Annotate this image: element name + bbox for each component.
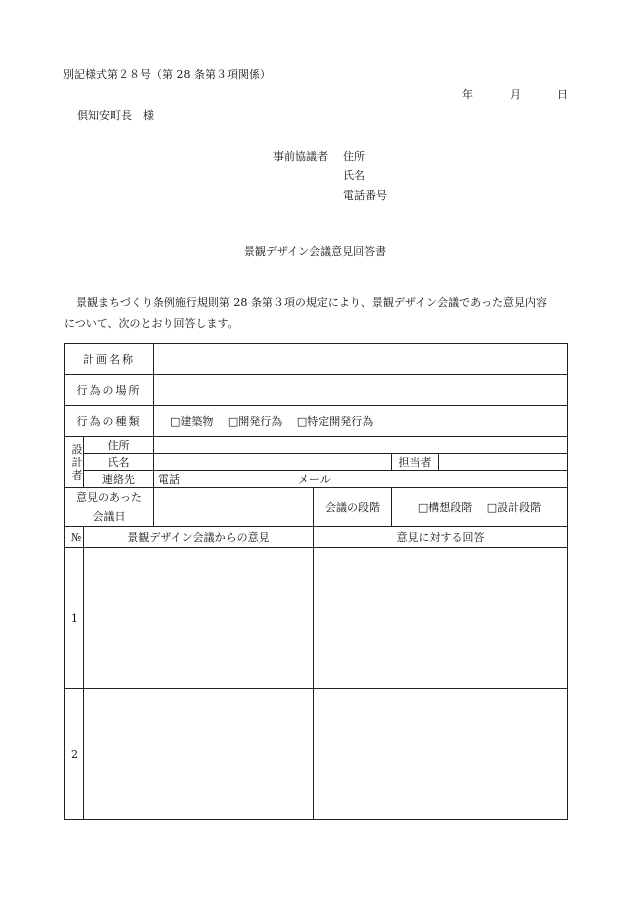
- stage-concept-checkbox[interactable]: □構想段階: [417, 501, 473, 514]
- meeting-date-label-line1: 意見のあった: [76, 491, 142, 504]
- opinion-1-field[interactable]: [84, 548, 314, 689]
- meeting-date-label-line2: 会議日: [92, 510, 126, 523]
- row-designer-contact: [65, 471, 568, 488]
- row-number-2: 2: [65, 689, 84, 820]
- document-title: 景観デザイン会議意見回答書: [243, 245, 387, 258]
- date-day: 日: [557, 88, 568, 101]
- applicant-address-label: 住所: [343, 150, 365, 163]
- date-month: 月: [510, 88, 521, 101]
- row-designer-name: [65, 454, 568, 471]
- row-act-type: [65, 406, 568, 437]
- contact-field[interactable]: [154, 471, 568, 488]
- designer-label: [65, 437, 84, 488]
- meeting-stage-options: [392, 488, 568, 527]
- opinion-2-field[interactable]: [84, 689, 314, 820]
- designer-label-text: 設 計 者: [71, 442, 83, 482]
- designer-address-label: 住所: [84, 437, 154, 454]
- answer-1-field[interactable]: [314, 548, 568, 689]
- meeting-date-label: [65, 488, 154, 527]
- contact-label: 連絡先: [84, 471, 154, 488]
- plan-name-field[interactable]: [154, 344, 568, 375]
- designer-name-label: 氏名: [84, 454, 154, 471]
- contact-person-label: 担当者: [392, 454, 439, 471]
- mail-label: メール: [298, 473, 331, 486]
- act-type-options: [154, 406, 568, 437]
- addressee: 倶知安町長 様: [77, 109, 154, 122]
- row-opinion-2: [65, 689, 568, 820]
- act-type-label: 行為の種類: [65, 406, 154, 437]
- date-year: 年: [462, 88, 473, 101]
- row-meeting: [65, 488, 568, 527]
- intro-line-1: 景観まちづくり条例施行規則第 28 条第３項の規定により、景観デザイン会議であった意見内容: [76, 296, 547, 309]
- phone-label: 電話: [158, 473, 180, 486]
- col-answer-header: 意見に対する回答: [314, 527, 568, 548]
- option-special-development-checkbox[interactable]: □特定開発行為: [296, 415, 374, 428]
- plan-name-label: 計画名称: [65, 344, 154, 375]
- meeting-date-field[interactable]: [154, 488, 314, 527]
- row-opinion-1: [65, 548, 568, 689]
- meeting-stage-label: 会議の段階: [314, 488, 392, 527]
- row-location: [65, 375, 568, 406]
- applicant-phone-label: 電話番号: [343, 189, 387, 202]
- stage-design-checkbox[interactable]: □設計段階: [486, 501, 542, 514]
- answer-2-field[interactable]: [314, 689, 568, 820]
- intro-line-2: について、次のとおり回答します。: [64, 317, 239, 330]
- col-opinion-header: 景観デザイン会議からの意見: [84, 527, 314, 548]
- row-number-1: 1: [65, 548, 84, 689]
- row-plan-name: [65, 344, 568, 375]
- applicant-role: 事前協議者: [273, 150, 328, 163]
- contact-person-field[interactable]: [439, 454, 568, 471]
- location-label: 行為の場所: [65, 375, 154, 406]
- row-opinion-header: [65, 527, 568, 548]
- response-form-table: [64, 343, 568, 820]
- option-development-checkbox[interactable]: □開発行為: [227, 415, 283, 428]
- row-designer-address: [65, 437, 568, 454]
- location-field[interactable]: [154, 375, 568, 406]
- designer-address-field[interactable]: [154, 437, 568, 454]
- option-building-checkbox[interactable]: □建築物: [170, 415, 214, 428]
- form-reference: 別記様式第２８号（第 28 条第３項関係）: [63, 68, 271, 81]
- applicant-name-label: 氏名: [343, 169, 365, 182]
- col-no-header: №: [65, 527, 84, 548]
- designer-name-field[interactable]: [154, 454, 392, 471]
